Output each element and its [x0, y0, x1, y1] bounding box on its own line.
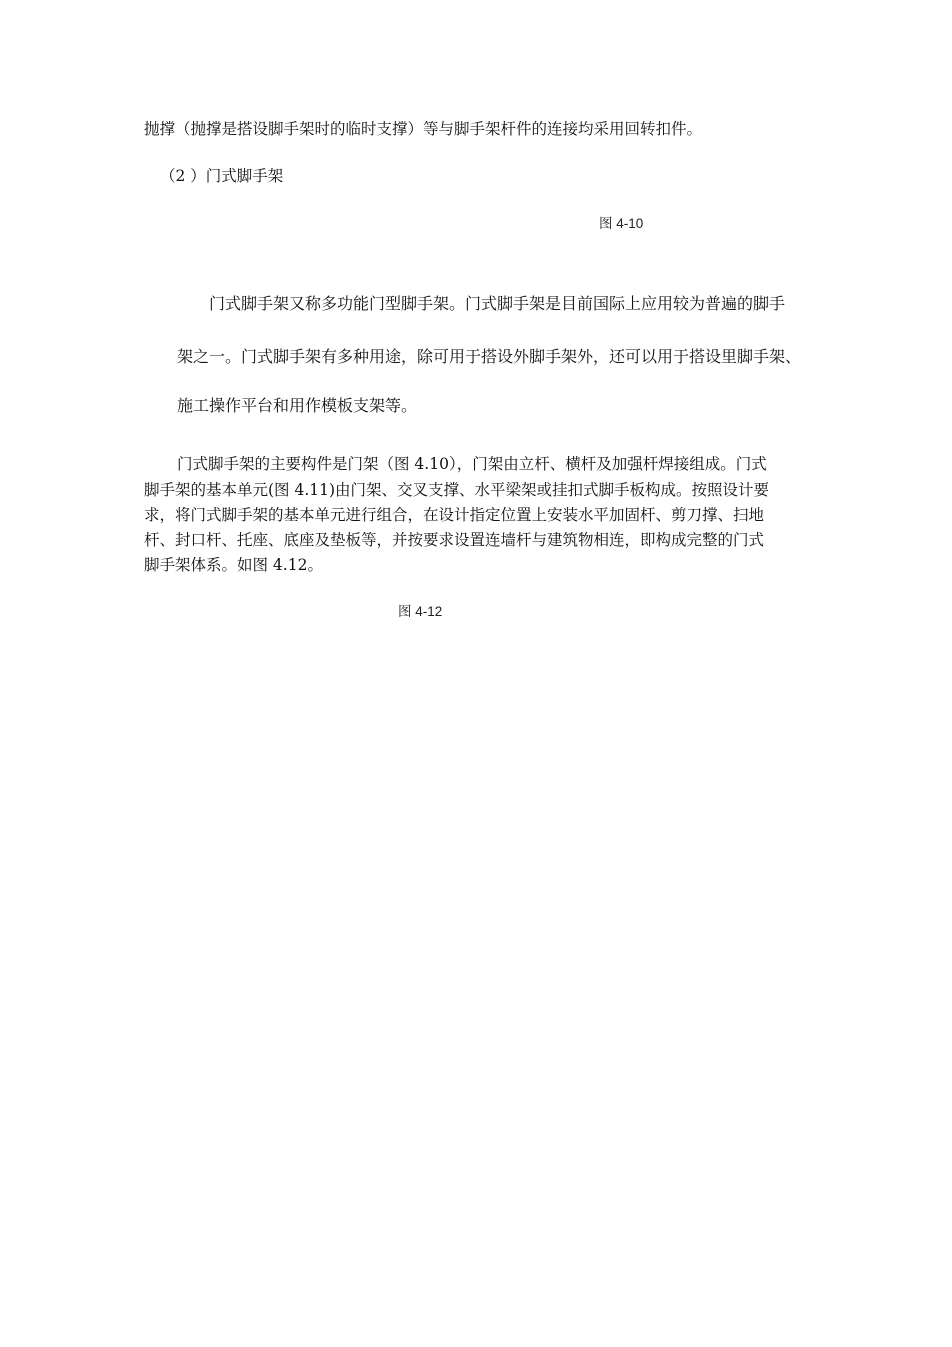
paragraph-line: 求，将门式脚手架的基本单元进行组合，在设计指定位置上安装水平加固杆、剪刀撑、扫地 — [144, 506, 765, 524]
figure-caption-4-10: 图 4-10 — [599, 216, 644, 231]
figure-caption-4-12: 图 4-12 — [398, 604, 443, 619]
paragraph-line: 门式脚手架又称多功能门型脚手架。门式脚手架是目前国际上应用较为普遍的脚手 — [209, 294, 786, 313]
paragraph-line: 杆、封口杆、托座、底座及垫板等，并按要求设置连墙杆与建筑物相连，即构成完整的门式 — [144, 531, 765, 549]
paragraph-line: 门式脚手架的主要构件是门架（图 4.10），门架由立杆、横杆及加强杆焊接组成。门式 — [177, 455, 767, 473]
paragraph-line: 脚手架体系。如图 4.12。 — [144, 556, 323, 574]
text-line-top: 抛撑（抛撑是搭设脚手架时的临时支撑）等与脚手架杆件的连接均采用回转扣件。 — [144, 120, 703, 138]
section-heading: （2 ）门式脚手架 — [160, 167, 284, 185]
paragraph-line: 架之一。门式脚手架有多种用途，除可用于搭设外脚手架外，还可以用于搭设里脚手架、 — [177, 347, 802, 366]
paragraph-line: 脚手架的基本单元(图 4.11)由门架、交叉支撑、水平梁架或挂扣式脚手板构成。按照设计要 — [144, 481, 770, 499]
paragraph-line: 施工操作平台和用作模板支架等。 — [177, 396, 418, 415]
